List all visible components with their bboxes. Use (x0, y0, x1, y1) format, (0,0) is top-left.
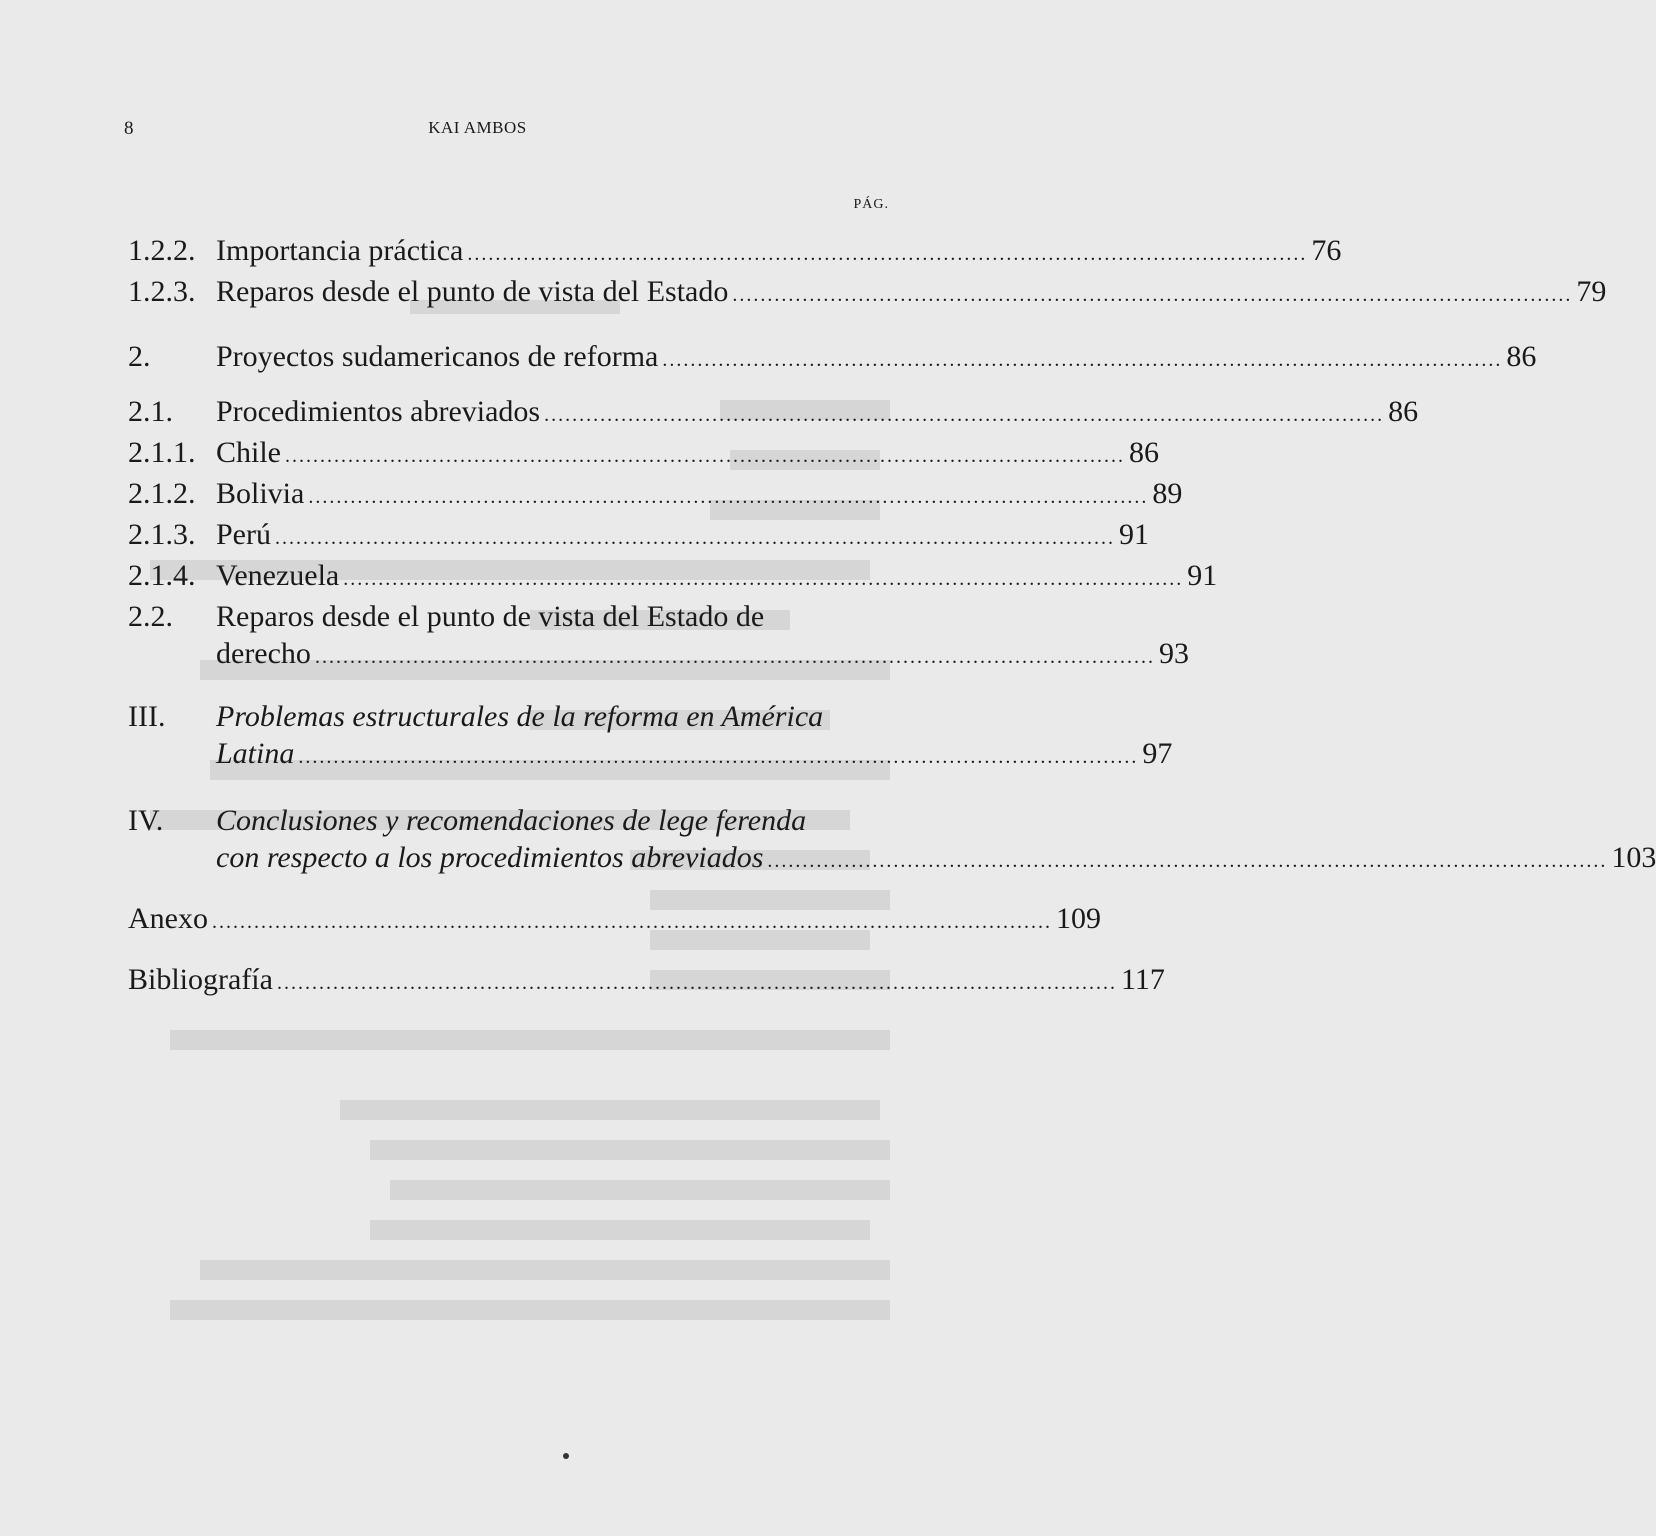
toc-entry-number: IV. (128, 804, 164, 837)
toc-entry-page: 89 (1152, 477, 1183, 510)
toc-entry (128, 557, 1218, 598)
toc-entry-title-line2: Latina (216, 737, 295, 770)
toc-entry (128, 273, 1607, 314)
toc-entry (128, 900, 1101, 941)
toc-entry-title: Bibliografía (128, 963, 273, 996)
toc-entry (128, 961, 1165, 1002)
dot-leader: ........................................................................................................................ (544, 404, 1385, 426)
toc-entry-page: 79 (1576, 275, 1607, 308)
toc-entry-page: 109 (1055, 902, 1101, 935)
toc-entry (128, 232, 1342, 273)
toc-entry-page: 76 (1311, 234, 1342, 267)
dot-leader: ........................................................................................................................ (276, 972, 1117, 994)
toc-entry-page: 93 (1158, 637, 1189, 670)
toc-entry-number: 2.1.3. (128, 518, 196, 551)
toc-entry-number: 1.2.3. (128, 275, 196, 308)
toc-entry-title: Importancia práctica (216, 234, 464, 267)
dot-leader: ........................................................................................................................ (285, 445, 1125, 467)
toc-entry (128, 598, 1189, 676)
toc-entry-page: 86 (1506, 340, 1537, 373)
dot-leader: ........................................................................................................................ (662, 349, 1503, 371)
dot-leader: ........................................................................................................................ (308, 486, 1149, 508)
toc-entry-title: Perú (216, 518, 271, 551)
toc-entry (128, 802, 1656, 880)
toc-entry-number: 2.1.4. (128, 559, 196, 592)
toc-entry (128, 338, 1537, 379)
toc-entry-number: 1.2.2. (128, 234, 196, 267)
dot-leader: ........................................................................................................................ (467, 243, 1308, 265)
toc-entry-page: 97 (1142, 737, 1173, 770)
toc-entry-page: 86 (1129, 436, 1159, 469)
toc-entry-title-line2: con respecto a los procedimientos abreviados (216, 841, 764, 874)
toc-entry-title: Procedimientos abreviados (216, 395, 541, 428)
toc-entry-number: 2.1. (128, 395, 173, 428)
page-column-label: PÁG. (853, 197, 889, 212)
dot-leader: ........................................................................................................................ (343, 568, 1184, 590)
toc-entry-number: 2. (128, 340, 151, 373)
toc-entry (128, 393, 1419, 434)
toc-entry-number: 2.1.2. (128, 477, 196, 510)
toc-entry-number: III. (128, 700, 166, 733)
toc-entry-title: Reparos desde el punto de vista del Estado (216, 275, 729, 308)
ink-speck (563, 1453, 569, 1459)
page-number: 8 (124, 118, 134, 139)
toc-entry (128, 516, 1149, 557)
dot-leader: ........................................................................................................................ (314, 646, 1155, 668)
running-title: KAI AMBOS (428, 118, 527, 137)
toc-entry-title: Anexo (128, 902, 208, 935)
toc-entry-page: 117 (1120, 963, 1165, 996)
toc-entry-title-line2: derecho (216, 637, 311, 670)
toc-entry-page: 91 (1119, 518, 1149, 551)
dot-leader: ........................................................................................................................ (732, 284, 1573, 306)
toc-entry-title-line1: Problemas estructurales de la reforma en América (216, 700, 824, 733)
dot-leader: ........................................................................................................................ (275, 527, 1115, 549)
toc-entry-number: 2.2. (128, 600, 173, 633)
toc-entry (128, 698, 1173, 776)
toc-entry-title: Venezuela (216, 559, 340, 592)
toc-entry-title-line1: Reparos desde el punto de vista del Estado de (216, 600, 765, 633)
toc-entry-page: 103 (1611, 841, 1656, 874)
toc-entry-title: Bolivia (216, 477, 305, 510)
toc-entry-title-line1: Conclusiones y recomendaciones de lege ferenda (216, 804, 807, 837)
toc-entry-page: 91 (1187, 559, 1218, 592)
table-of-contents (128, 232, 1656, 1002)
dot-leader: ........................................................................................................................ (211, 911, 1052, 933)
toc-entry-title: Chile (216, 436, 281, 469)
dot-leader: ........................................................................................................................ (298, 746, 1139, 768)
toc-entry-title: Proyectos sudamericanos de reforma (216, 340, 659, 373)
toc-entry (128, 434, 1159, 475)
toc-entry-number: 2.1.1. (128, 436, 196, 469)
dot-leader: ........................................................................................................................ (767, 850, 1608, 872)
toc-entry-page: 86 (1388, 395, 1419, 428)
toc-entry (128, 475, 1183, 516)
